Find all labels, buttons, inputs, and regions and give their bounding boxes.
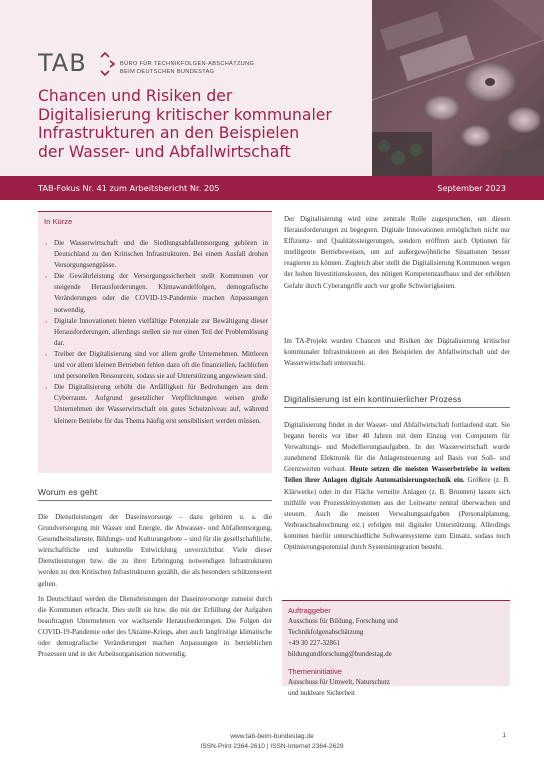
right-paragraph-1: Der Digitalisierung wird eine zentrale Rolle zugesprochen, um diesen Herausforderungen zu begegnen. Digitale Innovationen ermöglichen nicht nur Effizienz- und Qualitätssteigerungen, sondern eröffnen auch Optionen für intelligente Betriebsweisen, um auf außergewöhnliche Situationen besser reagieren zu können. Zugleich aber stellt die Digitalisierung Kommunen wegen der hohen Investitionskosten, des nötigen Kompetenzaufbaus und der erhöhten Gefahr durch Cyberangriffe auch vor große Schwierigkeiten. [284,215,510,290]
summary-item-text: Treiber der Digitalisierung sind vor allem große Unternehmen. Mittleren und vor allem kleinen Betrieben fehlen dazu oft die finanziellen, fachlichen und personellen Ressourcen, sodass sie auf Unterstützung angewiesen sind. [54,349,268,381]
summary-item-text: Die Wasserwirtschaft und die Siedlungsabfallentsorgung gehören in Deutschland zu den Kritischen Infrastrukturen. Bei einem Ausfall drohen Versorgungsengpässe. [54,239,268,270]
info-band [0,176,544,200]
summary-title: In Kürze [44,217,73,226]
bullet-arrow-icon: › [45,273,48,281]
logo-text: TAB [38,49,87,77]
tab-logo-icon [38,48,118,78]
initiative-line: Ausschuss für Umwelt, Naturschutz [288,678,390,687]
title-line-4: der Wasser- und Abfallwirtschaft [38,142,291,161]
title-line-3: Infrastrukturen an den Beispielen [38,124,300,143]
footer-issn: ISSN-Print 2364-2610 | ISSN-Internet 2364-2629 [200,742,344,750]
summary-list [44,238,268,427]
section-heading-digitalisierung: Digitalisierung ist ein kontinuierlicher Prozess [284,394,510,408]
summary-item [44,271,268,315]
client-line: Technikfolgenabschätzung [288,628,364,637]
summary-item [44,316,268,349]
initiative-label: Themeninitiative [288,667,342,677]
left-paragraph-1: Die Dienstleistungen der Daseinsvorsorge – dazu gehören u. a. die Grundversorgung mit Wasser und Energie, die Abwasser- und Abfallentsorgung, Gesundheitsdienste, Bildungs- und Kulturangebote – sind für die gesellschaftliche, wirtschaftliche und kulturelle Entwicklung unverzichtbar. Viele dieser Dienstleistungen bzw. die zu ihrer Erbringung notwendigen Infrastrukturen werden zu den Kritischen Infrastrukturen gezählt, die als besonders schützenswert gelten. [38,513,272,588]
title-line-1: Chancen und Risiken der [38,87,233,105]
logo-subtitle-line-2: BEIM DEUTSCHEN BUNDESTAG [120,69,215,75]
footer-url[interactable]: www.tab-beim-bundestag.de [230,733,314,740]
summary-box [38,211,272,473]
summary-item [44,382,268,426]
client-line: Ausschuss für Bildung, Forschung und [288,617,398,625]
section-heading-worum: Worum es geht [38,487,272,501]
right-paragraph-2: Im TA-Projekt wurden Chancen und Risiken der Digitalisierung kritischer kommunaler Infrastrukturen an den Beispielen der Abfallwirtschaft und der Wasserwirtschaft untersucht. [284,337,510,368]
issue-date: September 2023 [437,183,506,193]
client-email[interactable]: bildungundforschung@bundestag.de [288,650,392,659]
bullet-arrow-icon: › [45,317,48,325]
right-paragraph-3 [284,420,510,553]
summary-item [44,238,268,271]
logo-subtitle-line-1: BÜRO FÜR TECHNIKFOLGEN-ABSCHÄTZUNG [120,61,255,67]
initiative-line: und nukleare Sicherheit [288,689,355,698]
page-footer [0,732,544,751]
client-label: Auftraggeber [288,606,331,615]
issue-label: TAB-Fokus Nr. 41 zum Arbeitsbericht Nr. 205 [38,183,220,193]
page-title [38,87,368,161]
bullet-arrow-icon: › [45,350,48,358]
photo-illustration [372,0,544,176]
bullet-arrow-icon: › [45,240,48,247]
bullet-arrow-icon: › [45,384,48,392]
left-paragraph-2: In Deutschland werden die Dienstleistungen der Daseinsvorsorge zumeist durch die Kommunen erbracht. Dies stellt sie bzw. die mit der Erfüllung der Aufgaben beauftragten Unternehmen vor wachsende Herausforderungen. Die Folgen der COVID-19-Pandemie oder des Ukraine-Kriegs, aber auch langfristige klimatische oder demografische Veränderungen machen Anpassungen in betrieblichen Prozessen und in der Arbeitsorganisation notwendig. [38,595,272,659]
summary-item-text: Die Digitalisierung erhöht die Anfälligkeit für Bedrohungen aus dem Cyberraum. Aufgrund gesetzlicher Verpflichtungen weisen große Unternehmen der Wasserwirtschaft ein gutes Schutzniveau auf, während kleinere Betriebe für das Thema häufig erst sensibilisiert werden müssen. [54,383,268,425]
right-paragraph-3-part-a: Digitalisierung findet in der Wasser- und Abfallwirtschaft fortlaufend statt. Sie begann bereits vor über 40 Jahren mit dem Einzug von Computern für Verwaltungs- und Modellierungsaufgaben. In der Wasserwirtschaft wurde zunehmend Elektronik für die Anlagensteuerung auf Basis von Soll- und Grenzwerten verbaut. [284,421,510,474]
client-phone: +49 30 227-32861 [288,639,341,648]
client-info-box [282,600,510,698]
summary-item-text: Die Gewährleistung der Versorgungssicherheit stellt Kommunen vor steigende Herausforderungen. Klimawandelfolgen, demografische Veränderungen oder die COVID-19-Pandemie machen Anpassungen notwendig. [54,272,268,314]
title-line-2: Digitalisierung kritischer kommunaler [38,105,332,124]
summary-item-text: Digitale Innovationen bieten vielfältige Potenziale zur Bewältigung dieser Herausforderungen, allerdings stellen sie nur einen Teil der Problemlösung dar. [54,316,268,347]
logo-subtitle [120,60,254,76]
right-paragraph-3-part-c: Größere (z. B. Klärwerke) oder in der Fläche verteilte Anlagen (z. B. Brunnen) lassen sich mithilfe von Prozessleitsystemen aus der Leitwarte zentral überwachen und steuern. Auch die meisten Verwaltungsaufgaben (Personalplanung, Verbrauchsabrechnung etc.) erfolgen mit digitaler Unterstützung. Allerdings kommen hierfür unterschiedliche Softwaresysteme zum Einsatz, sodass noch Optimierungspotenzial durch Systemintegration besteht. [284,476,510,552]
summary-item [44,349,268,382]
page-number: 1 [502,732,506,739]
right-paragraph-3-bold: Heute setzen die meisten Wasserbetriebe in weiten Teilen ihrer Anlagen digitale Automatisierungstechnik ein. [284,465,510,485]
water-treatment-plant-photo [372,0,544,176]
